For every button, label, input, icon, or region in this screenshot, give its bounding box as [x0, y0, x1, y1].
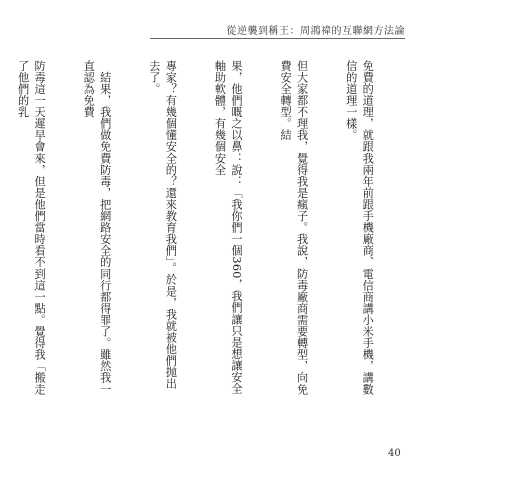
header-divider [150, 38, 405, 39]
text-line: 結果，我們做免費防毒，把網路安全的同行都得罪了。雖然我一直認為免費 [82, 60, 112, 395]
text-line: 果，他們嘅之以鼻：說：「我你們一個360，我們讓只是想讓安全軸助軟體，有幾個安全 [213, 60, 243, 395]
text-line: 但大家都不理我，覺得我是瘋子。我說，防毒廠商需要轉型，向免費安全轉型。結 [279, 60, 309, 395]
text-line: 專家？有幾個懂安全的？還來教育我們」。於是，我就被他們抛出去了。 [147, 60, 178, 390]
page-number: 40 [388, 448, 401, 459]
text-line: 免費的道理，就跟我兩年前跟手機廠商、電信商講小米手機，講數信的道理一樣。 [344, 60, 375, 395]
vertical-body-text [0, 60, 408, 395]
running-header: 從逆襲到稱王：周鴻禕的互聯網方法論 [226, 26, 405, 37]
text-line: 防毒這一天遲早會來，但是他們當時看不到這一點。覺得我「搬走了他們的乳 [16, 60, 47, 395]
